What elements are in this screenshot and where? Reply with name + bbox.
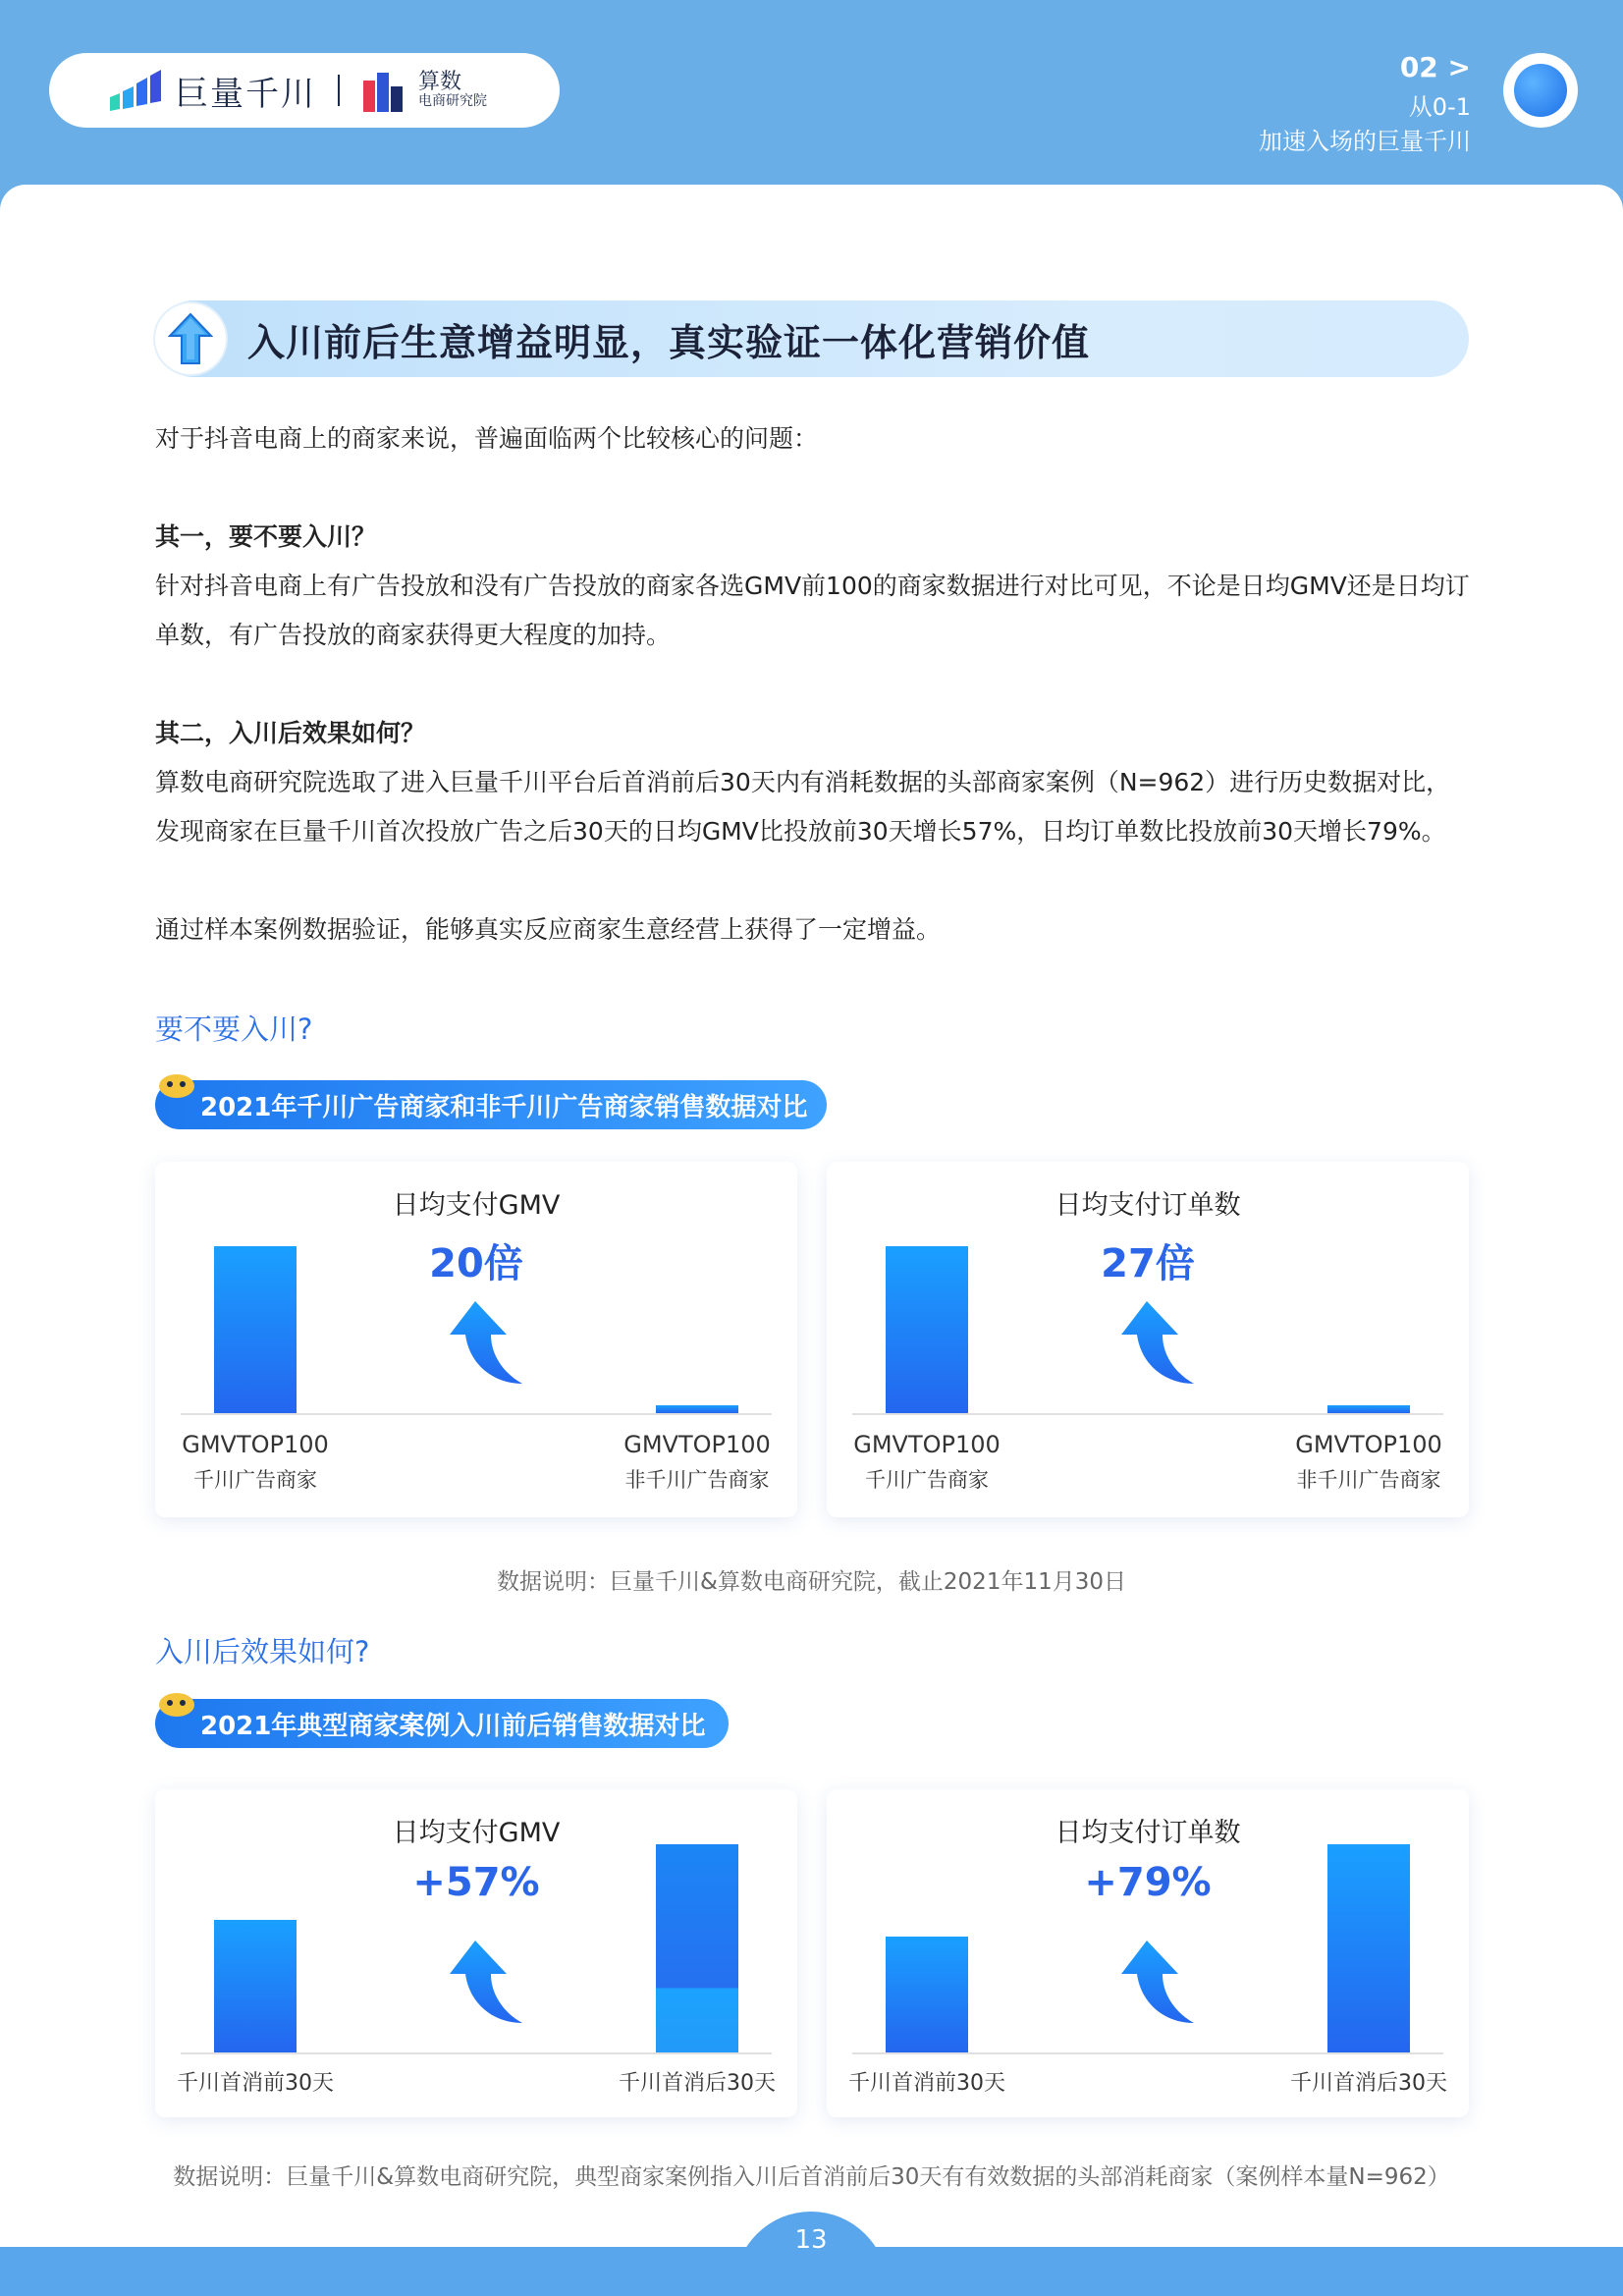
chapter-number: 02 > — [1399, 51, 1471, 83]
mascot-icon — [155, 1066, 198, 1100]
page-number: 13 — [734, 2212, 888, 2296]
x-tick-label-line1: GMVTOP100 — [853, 1431, 1001, 1458]
chart-title: 日均支付订单数 — [1055, 1818, 1241, 1848]
x-tick-label — [829, 1427, 1025, 1498]
growth-arrow-icon — [446, 1299, 524, 1392]
mascot-icon — [155, 1685, 198, 1719]
chapter-label — [1259, 51, 1471, 156]
chart-annotation: 27倍 — [1101, 1241, 1195, 1286]
chart-title: 日均支付GMV — [392, 1818, 561, 1848]
logo-divider — [338, 75, 340, 106]
chapter-circle-icon — [1503, 53, 1578, 128]
block1-tag — [155, 1080, 827, 1129]
x-tick-label-line2: 千川广告商家 — [193, 1468, 317, 1492]
block1-tag-text: 2021年千川广告商家和非千川广告商家销售数据对比 — [200, 1092, 808, 1122]
chapter-title-line1: 从0-1 — [1408, 93, 1471, 121]
growth-arrow-icon — [1117, 1299, 1196, 1392]
bar-1 — [1327, 1405, 1410, 1413]
block2-tag-text: 2021年典型商家案例入川前后销售数据对比 — [200, 1711, 706, 1741]
sub-brand-caption: 电商研究院 — [418, 93, 487, 110]
block1-question: 要不要入川? — [155, 1012, 313, 1046]
bar-1 — [1327, 1844, 1410, 2052]
brand-name: 巨量千川 — [175, 74, 316, 114]
conclusion-text: 通过样本案例数据验证，能够真实反应商家生意经营上获得了一定增益。 — [155, 915, 942, 944]
growth-arrow-icon — [1117, 1939, 1196, 2031]
x-tick-label-line2: 非千川广告商家 — [1296, 1468, 1441, 1492]
chart-axis — [852, 2052, 1443, 2054]
bar-1 — [656, 1405, 738, 1414]
chapter-title-line2: 加速入场的巨量千川 — [1259, 128, 1471, 155]
bar-0 — [214, 1920, 297, 2052]
growth-arrow-icon — [446, 1939, 524, 2031]
bar-0 — [214, 1246, 297, 1413]
chart-axis — [181, 2052, 772, 2054]
sub-brand-name: 算数 — [418, 70, 462, 95]
x-tick-label: 千川首消前30天 — [177, 2071, 334, 2096]
question-2-body-line1: 算数电商研究院选取了进入巨量千川平台后首消前后30天内有消耗数据的头部商家案例（N=962）进行历史数据对比， — [155, 768, 1451, 796]
x-tick-label — [599, 1427, 795, 1498]
chart-annotation: +57% — [412, 1860, 540, 1905]
x-tick-label-line2: 非千川广告商家 — [624, 1468, 770, 1492]
chart-card-gmv-compare — [155, 1162, 797, 1517]
question-1-body: 针对抖音电商上有广告投放和没有广告投放的商家各选GMV前100的商家数据进行对比可见，不论是日均GMV还是日均订单数，有广告投放的商家获得更大程度的加持。 — [155, 572, 1470, 649]
chart-annotation: 20倍 — [429, 1241, 523, 1286]
section-heading-bar — [155, 301, 1469, 377]
x-tick-label-line2: 千川广告商家 — [865, 1468, 989, 1492]
arrow-up-icon — [155, 303, 226, 374]
block2-question: 入川后效果如何? — [155, 1635, 370, 1668]
x-tick-label: 千川首消后30天 — [619, 2071, 776, 2096]
chart-card-gmv-growth — [155, 1789, 797, 2117]
x-tick-label-line1: GMVTOP100 — [182, 1431, 329, 1458]
bar-0 — [886, 1246, 968, 1413]
chart-axis — [181, 1413, 772, 1415]
chart-title: 日均支付订单数 — [1055, 1190, 1241, 1221]
x-tick-label — [1271, 1427, 1467, 1498]
bar-1 — [656, 1844, 738, 2052]
x-tick-label: 千川首消后30天 — [1290, 2071, 1447, 2096]
x-tick-label — [157, 1427, 353, 1498]
suanshu-logo-icon — [361, 67, 408, 114]
logo-pill — [49, 53, 560, 128]
chart-annotation: +79% — [1084, 1860, 1212, 1905]
juliang-logo-icon — [108, 68, 163, 113]
section-heading: 入川前后生意增益明显，真实验证一体化营销价值 — [247, 320, 1091, 364]
chart-card-orders-compare — [827, 1162, 1469, 1517]
question-1-title: 其一，要不要入川？ — [155, 522, 377, 551]
question-2-body-line2: 发现商家在巨量千川首次投放广告之后30天的日均GMV比投放前30天增长57%，日均订单数比投放前30天增长79%。 — [155, 817, 1446, 846]
x-tick-label-line1: GMVTOP100 — [623, 1431, 771, 1458]
chart-card-orders-growth — [827, 1789, 1469, 2117]
chart-title: 日均支付GMV — [392, 1190, 561, 1221]
block2-tag — [155, 1699, 729, 1748]
block1-data-note: 数据说明：巨量千川&算数电商研究院，截止2021年11月30日 — [496, 1569, 1126, 1595]
x-tick-label-line1: GMVTOP100 — [1295, 1431, 1442, 1458]
chart-axis — [852, 1413, 1443, 1415]
question-2-title: 其二，入川后效果如何？ — [155, 719, 426, 747]
intro-text: 对于抖音电商上的商家来说，普遍面临两个比较核心的问题： — [155, 424, 819, 453]
bar-0 — [886, 1937, 968, 2052]
block2-data-note: 数据说明：巨量千川&算数电商研究院，典型商家案例指入川后首消前后30天有有效数据的头部消耗商家（案例样本量N=962） — [173, 2164, 1450, 2190]
x-tick-label: 千川首消前30天 — [848, 2071, 1005, 2096]
